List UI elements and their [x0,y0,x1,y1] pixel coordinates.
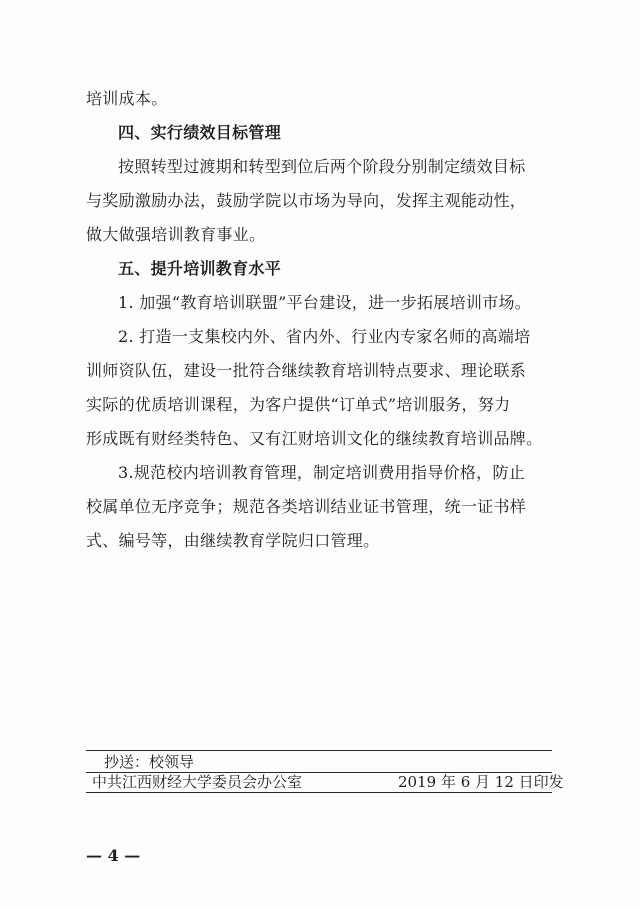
body-line: 2. 打造一支集校内外、省内外、行业内专家名师的高端培 [118,327,531,346]
body-line: 训师资队伍，建设一批符合继续教育培训特点要求、理论联系 [86,361,527,380]
body-line: 按照转型过渡期和转型到位后两个阶段分别制定绩效目标 [118,157,526,176]
body-line: 与奖励激励办法，鼓励学院以市场为导向，发挥主观能动性， [86,191,527,210]
body-line: 做大做强培训教育事业。 [86,225,266,244]
section-heading: 四、实行绩效目标管理 [118,123,282,142]
cc-line: 抄送：校领导 [104,753,195,771]
section-heading: 五、提升培训教育水平 [118,259,282,278]
footer-rule-top [86,750,552,751]
body-line: 1. 加强“教育培训联盟”平台建设，进一步拓展培训市场。 [118,293,532,312]
page-number: — 4 — [86,846,141,865]
body-line: 形成既有财经类特色、又有江财培训文化的继续教育培训品牌。 [86,429,543,448]
issuer: 中共江西财经大学委员会办公室 [92,773,303,791]
body-line: 实际的优质培训课程，为客户提供“订单式”培训服务，努力 [86,395,511,414]
footer-rule-bottom [86,792,552,793]
body-line: 培训成本。 [86,89,168,108]
issue-date: 2019 年 6 月 12 日印发 [398,773,564,791]
body-line: 校属单位无序竞争；规范各类培训结业证书管理，统一证书样 [86,497,527,516]
body-line: 3.规范校内培训教育管理，制定培训费用指导价格，防止 [118,463,526,482]
body-line: 式、编号等，由继续教育学院归口管理。 [86,531,380,550]
